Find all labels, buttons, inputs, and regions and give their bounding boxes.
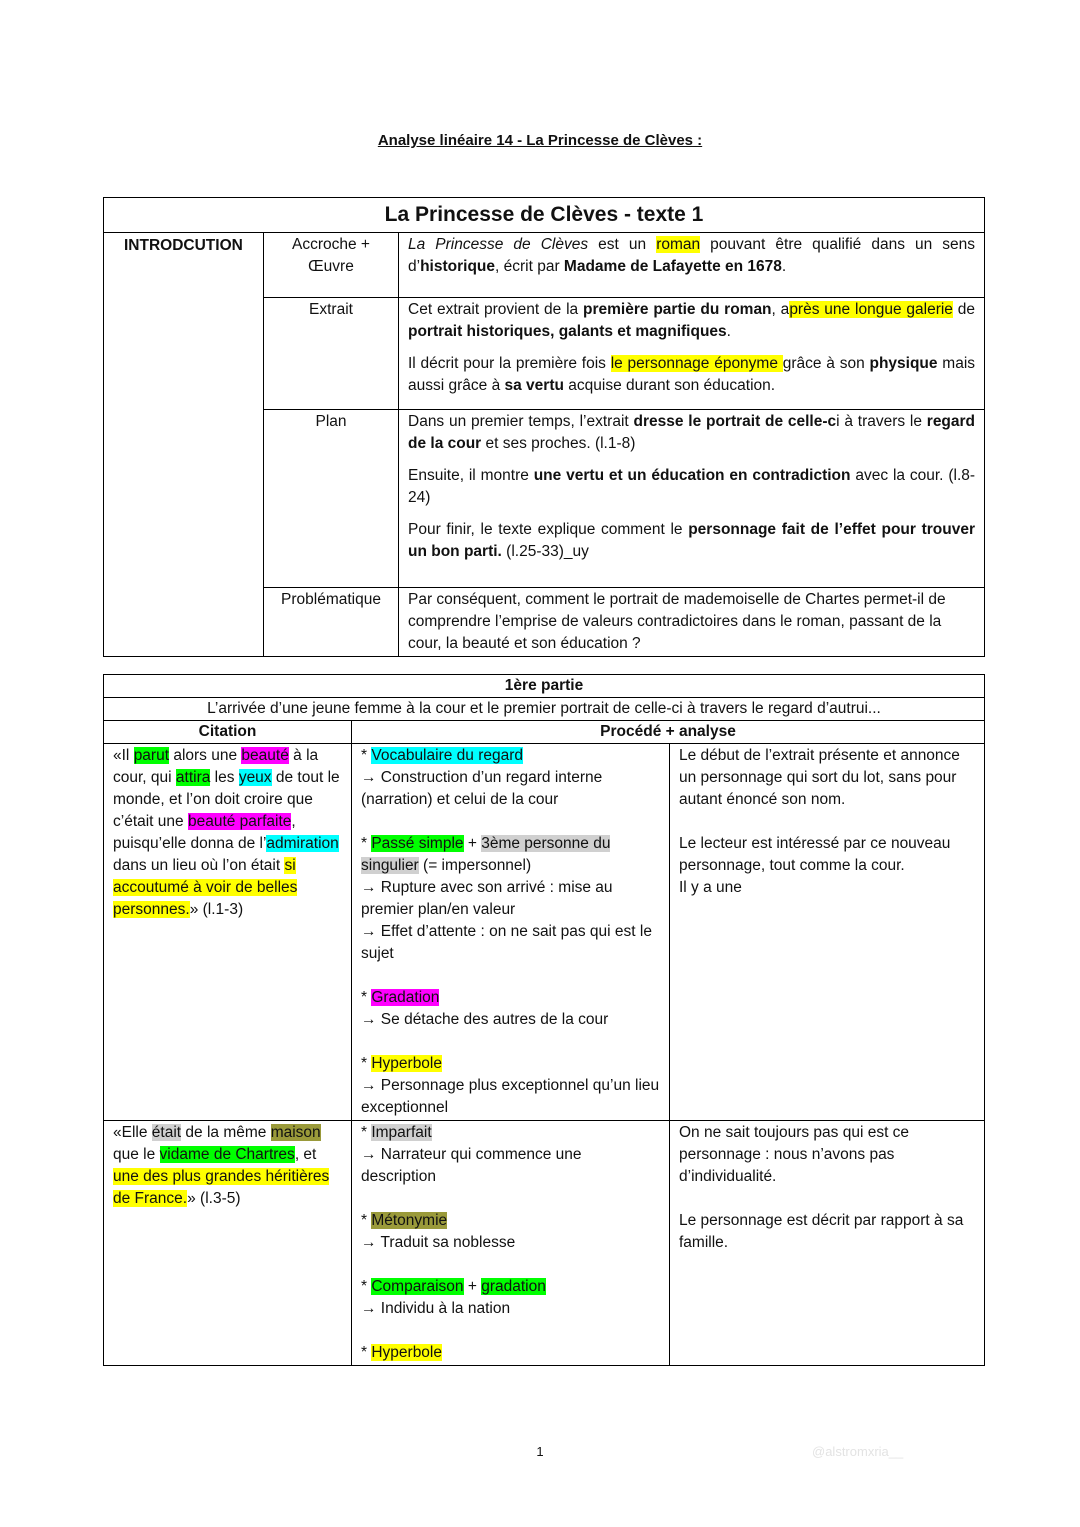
section-label-problematique: Problématique [264,588,399,657]
col-header-procede: Procédé + analyse [352,721,985,744]
part-heading: 1ère partie [104,675,985,698]
section-label-accroche: Accroche + Œuvre [264,233,399,298]
table-heading: La Princesse de Clèves - texte 1 [104,198,985,233]
accroche-text: La Princesse de Clèves est un roman pouvant être qualifié dans un sens d’historique, écrit par Madame de Lafayette en 1678. [399,233,985,298]
procede-cell-2: * Imparfait → Narrateur qui commence une description * Métonymie → Traduit sa noblesse * Comparaison + gradation → Individu à la nation * Hyperbole [352,1121,670,1366]
plan-text [399,410,985,588]
extrait-p2: Il décrit pour la première fois le personnage éponyme grâce à son physique mais aussi grâce à sa vertu acquise durant son éducation. [408,355,976,394]
analyse-cell-1: Le début de l’extrait présente et annonce un personnage qui sort du lot, sans pour autant énoncé son nom. Le lecteur est intéressé par ce nouveau personnage, tout comme la cour. Il y a une [670,744,985,1121]
section-label-extrait: Extrait [264,298,399,410]
extrait-p1: Cet extrait provient de la première partie du roman, après une longue galerie de portrait historiques, galants et magnifiques. [408,301,976,340]
plan-p3: Pour finir, le texte explique comment le personnage fait de l’effet pour trouver un bon parti. (l.25-33)_uy [408,521,976,560]
procede-cell-1: * Vocabulaire du regard → Construction d’un regard interne (narration) et celui de la cour * Passé simple + 3ème personne du singulier (= impersonnel) → Rupture avec son arrivé : mise au premier plan/en valeur → Effet d’attente : on ne sait pas qui est le sujet * Gradation → Se détache des autres de la cour * Hyperbole → Personnage plus exceptionnel qu’un lieu exceptionnel [352,744,670,1121]
extrait-text [399,298,985,410]
page-number: 1 [536,1444,544,1459]
citation-cell-1: «Il parut alors une beauté à la cour, qui attira les yeux de tout le monde, et l’on doit croire que c’était une beauté parfaite, puisqu’elle donna de l’admiration dans un lieu où l’on était si accoutumé à voir de belles personnes.» (l.1-3) [104,744,352,1121]
section-label-plan: Plan [264,410,399,588]
intro-label: INTRODCUTION [104,233,264,657]
part-subtitle: L’arrivée d’une jeune femme à la cour et le premier portrait de celle-ci à travers le regard d’autrui... [104,698,985,721]
introduction-table [103,197,985,657]
analyse-cell-2: On ne sait toujours pas qui est ce personnage : nous n’avons pas d’individualité. Le personnage est décrit par rapport à sa famille. [670,1121,985,1366]
col-header-citation: Citation [104,721,352,744]
citation-cell-2: «Elle était de la même maison que le vidame de Chartres, et une des plus grandes héritières de France.» (l.3-5) [104,1121,352,1366]
analysis-table [103,674,985,1366]
page-title: Analyse linéaire 14 - La Princesse de Clèves : [377,132,703,149]
watermark: @alstromxria__ [812,1444,904,1459]
plan-p2: Ensuite, il montre une vertu et un éducation en contradiction avec la cour. (l.8-24) [408,467,976,506]
problematique-text: Par conséquent, comment le portrait de mademoiselle de Chartes permet-il de comprendre l’emprise de valeurs contradictoires dans le roman, passant de la cour, la beauté et son éducation ? [399,588,985,657]
plan-p1: Dans un premier temps, l’extrait dresse le portrait de celle-ci à travers le regard de la cour et ses proches. (l.1-8) [408,413,976,452]
